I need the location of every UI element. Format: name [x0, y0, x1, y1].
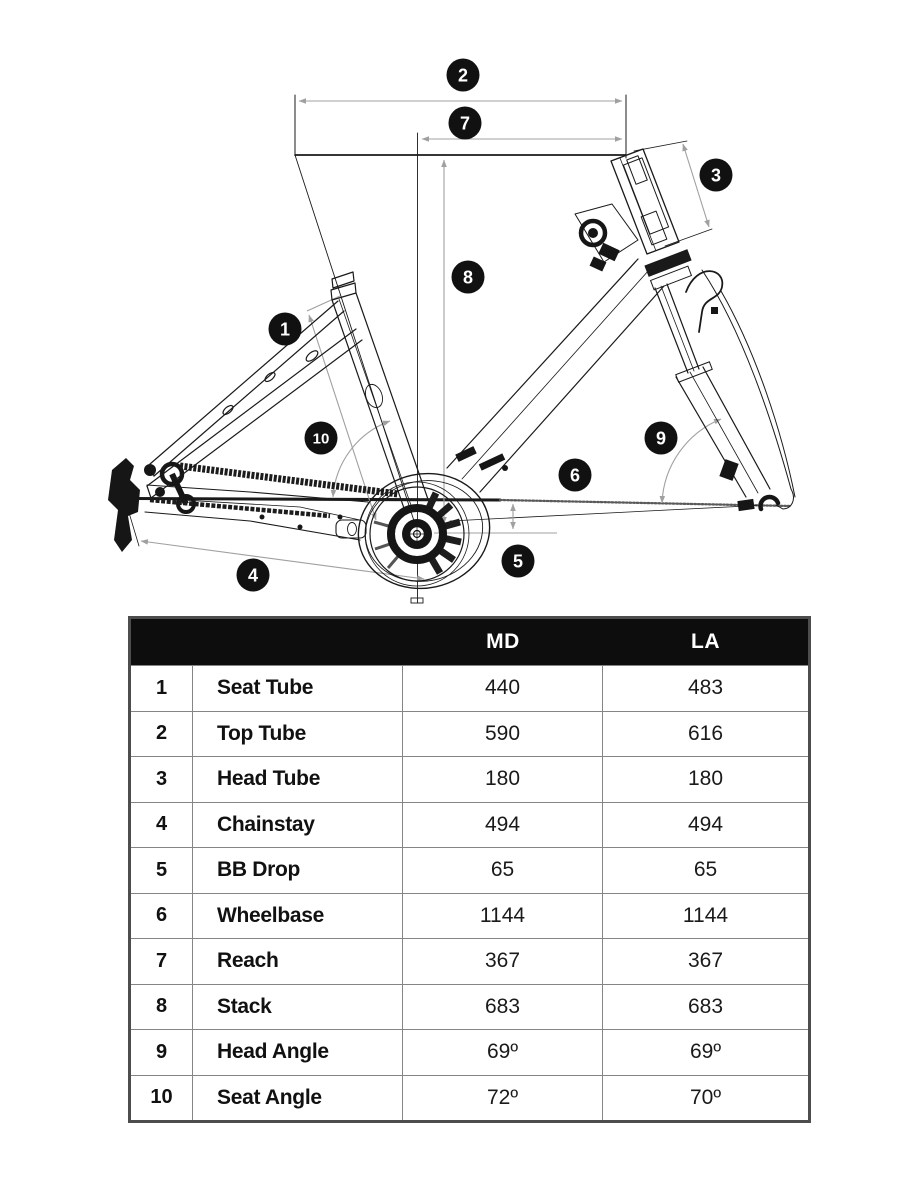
brake-caliper — [719, 459, 738, 481]
row-number-cell: 10 — [131, 1076, 193, 1121]
cable-guide — [304, 349, 319, 363]
down-tube — [447, 259, 667, 492]
callout-1 — [269, 313, 302, 346]
row-la-cell: 616 — [687, 721, 724, 745]
hose-guide — [686, 271, 722, 332]
construction-lines — [127, 95, 790, 603]
cable-port — [338, 515, 343, 520]
cable-port — [260, 515, 265, 520]
svg-text:3: 3 — [710, 165, 722, 186]
row-la-cell: 1144 — [682, 903, 729, 927]
row-md-cell: 367 — [403, 939, 603, 984]
hose-clip — [711, 307, 718, 314]
row-md-cell: 69º — [403, 1030, 603, 1075]
row-label-cell: BB Drop — [193, 848, 403, 893]
row-label-cell: Stack — [193, 985, 403, 1030]
row-label-cell: Top Tube — [193, 712, 403, 757]
kickstand-slot — [348, 523, 357, 536]
row-md-cell: 683 — [403, 985, 603, 1030]
display-dial-center — [588, 228, 598, 238]
table-row — [131, 938, 808, 984]
row-la-cell: 367 — [687, 949, 724, 973]
table-row — [131, 893, 808, 939]
callout-5 — [502, 545, 535, 578]
callout-3 — [700, 159, 733, 192]
svg-text:5: 5 — [512, 551, 524, 572]
row-md-cell: 72º — [403, 1076, 603, 1121]
row-label-cell: Chainstay — [193, 803, 403, 848]
svg-text:4: 4 — [247, 565, 259, 586]
row-number-cell: 5 — [131, 848, 193, 893]
row-number-cell: 2 — [131, 712, 193, 757]
table-row — [131, 1075, 808, 1121]
row-la-cell: 65 — [693, 858, 718, 882]
mount-foot — [590, 257, 607, 272]
fork-blade-outer — [702, 270, 791, 489]
svg-text:9: 9 — [655, 428, 667, 449]
axle-nut — [737, 499, 754, 511]
table-header — [131, 619, 808, 665]
rear-dropout-plate — [108, 458, 140, 552]
callout-8 — [452, 261, 485, 294]
callout-6 — [559, 459, 592, 492]
row-la-cell: 180 — [687, 767, 724, 791]
table-row — [131, 665, 808, 711]
callout-10 — [305, 422, 338, 455]
battery-latch — [641, 211, 667, 245]
row-md-cell: 180 — [403, 757, 603, 802]
row-number-cell: 4 — [131, 803, 193, 848]
cable-port — [298, 525, 303, 530]
row-md-cell: 1144 — [403, 894, 603, 939]
tube-junction-port — [362, 382, 385, 410]
head-tube-assembly — [575, 149, 679, 271]
row-la-cell: 494 — [687, 812, 724, 836]
motor-assembly — [348, 462, 501, 603]
cable-guide — [263, 371, 276, 383]
row-number-cell: 1 — [131, 666, 193, 711]
cable-guide — [221, 404, 234, 416]
svg-text:1: 1 — [279, 319, 291, 340]
guard-bottom-tab — [411, 598, 423, 603]
seat-angle-axis-line — [295, 155, 416, 527]
table-row — [131, 984, 808, 1030]
svg-text:2: 2 — [457, 65, 469, 86]
table-row — [131, 756, 808, 802]
geometry-table — [128, 616, 811, 1123]
row-la-cell: 70º — [689, 1085, 722, 1109]
fork — [644, 249, 795, 511]
seat-tube — [331, 272, 430, 514]
head-tube-dim-tick-bottom — [665, 229, 712, 246]
svg-text:8: 8 — [462, 267, 474, 288]
wheelbase-line — [133, 499, 500, 501]
table-row — [131, 711, 808, 757]
row-label-cell: Head Tube — [193, 757, 403, 802]
row-number-cell: 6 — [131, 894, 193, 939]
row-label-cell: Seat Angle — [193, 1076, 403, 1121]
row-md-cell: 494 — [403, 803, 603, 848]
table-row — [131, 802, 808, 848]
row-label-cell: Reach — [193, 939, 403, 984]
chain-guide — [455, 446, 477, 462]
callout-2 — [447, 59, 480, 92]
row-label-cell: Seat Tube — [193, 666, 403, 711]
table-row — [131, 1029, 808, 1075]
bb-to-front-axle-line — [450, 506, 757, 522]
table-row — [131, 847, 808, 893]
callout-7 — [449, 107, 482, 140]
row-la-cell: 683 — [687, 994, 724, 1018]
row-number-cell: 8 — [131, 985, 193, 1030]
row-number-cell: 7 — [131, 939, 193, 984]
seat-clamp — [331, 283, 356, 300]
row-number-cell: 3 — [131, 757, 193, 802]
svg-text:10: 10 — [312, 430, 330, 448]
svg-text:6: 6 — [569, 465, 581, 486]
front-dropout-hook — [760, 497, 778, 509]
header-la: LA — [691, 630, 720, 653]
row-md-cell: 590 — [403, 712, 603, 757]
callout-4 — [237, 559, 270, 592]
row-number-cell: 9 — [131, 1030, 193, 1075]
row-la-cell: 69º — [689, 1040, 722, 1064]
row-la-cell: 483 — [687, 676, 724, 700]
row-label-cell: Head Angle — [193, 1030, 403, 1075]
fork-crown — [644, 249, 691, 277]
row-label-cell: Wheelbase — [193, 894, 403, 939]
guide-bolt — [502, 465, 508, 471]
callout-9 — [645, 422, 678, 455]
row-md-cell: 440 — [403, 666, 603, 711]
header-md: MD — [486, 630, 520, 653]
svg-text:7: 7 — [459, 113, 471, 134]
row-md-cell: 65 — [403, 848, 603, 893]
